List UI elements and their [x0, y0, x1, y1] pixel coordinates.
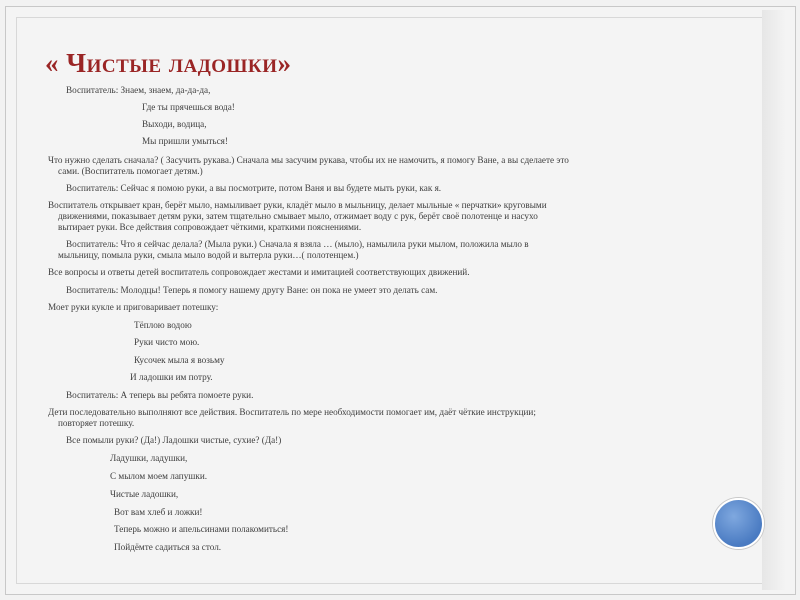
- text-line: Теперь можно и апельсинами полакомиться!: [114, 524, 289, 534]
- text-line: Воспитатель: А теперь вы ребята помоете руки.: [66, 390, 254, 400]
- text-line: Воспитатель: Молодцы! Теперь я помогу нашему другу Ване: он пока не умеет это делать сам.: [66, 285, 438, 295]
- text-line: вытирает руки. Все действия сопровождает чёткими, краткими пояснениями.: [58, 222, 362, 232]
- text-line: Все вопросы и ответы детей воспитатель сопровождает жестами и имитацией соответствующих движений.: [48, 267, 470, 277]
- text-line: движениями, показывает детям руки, затем тщательно смывает мыло, отжимает воду с рук, берёт своё полотенце и насухо: [58, 211, 538, 221]
- text-line: И ладошки им потру.: [130, 372, 213, 382]
- text-line: Все помыли руки? (Да!) Ладошки чистые, сухие? (Да!): [66, 435, 282, 445]
- text-line: Тёплою водою: [134, 320, 192, 330]
- decorative-blue-circle: [713, 498, 764, 549]
- text-line: повторяет потешку.: [58, 418, 135, 428]
- text-line: Вот вам хлеб и ложки!: [114, 507, 203, 517]
- text-line: Руки чисто мою.: [134, 337, 200, 347]
- slide-title: « Чистые ладошки»: [45, 48, 292, 78]
- text-line: Воспитатель: Сейчас я помою руки, а вы посмотрите, потом Ваня и вы будете мыть руки, как я.: [66, 183, 442, 193]
- text-line: Воспитатель: Знаем, знаем, да-да-да,: [66, 85, 211, 95]
- text-line: Воспитатель открывает кран, берёт мыло, намыливает руки, кладёт мыло в мыльницу, делает мыльные « перчатки» круговыми: [48, 200, 547, 210]
- text-line: Воспитатель: Что я сейчас делала? (Мыла руки.) Сначала я взяла … (мыло), намылила руки мылом, положила мыло в: [66, 239, 529, 249]
- text-line: сами. (Воспитатель помогает детям.): [58, 166, 203, 176]
- text-line: Пойдёмте садиться за стол.: [114, 542, 222, 552]
- text-line: С мылом моем лапушки.: [110, 471, 208, 481]
- text-line: Выходи, водица,: [142, 119, 207, 129]
- text-line: Кусочек мыла я возьму: [134, 355, 225, 365]
- text-line: Ладушки, ладушки,: [110, 453, 188, 463]
- text-line: Моет руки кукле и приговаривает потешку:: [48, 302, 219, 312]
- text-line: Что нужно сделать сначала? ( Засучить рукава.) Сначала мы засучим рукава, чтобы их не намочить, я помогу Ване, а вы сделаете это: [48, 155, 569, 165]
- text-line: Мы пришли умыться!: [142, 136, 228, 146]
- text-line: Дети последовательно выполняют все действия. Воспитатель по мере необходимости помогает им, даёт чёткие инструкции;: [48, 407, 536, 417]
- text-line: мыльницу, помыла руки, смыла мыло водой и вытерла руки…( полотенцем.): [58, 250, 359, 260]
- text-line: Где ты прячешься вода!: [142, 102, 235, 112]
- right-decorative-bar: [762, 10, 786, 590]
- text-line: Чистые ладошки,: [110, 489, 179, 499]
